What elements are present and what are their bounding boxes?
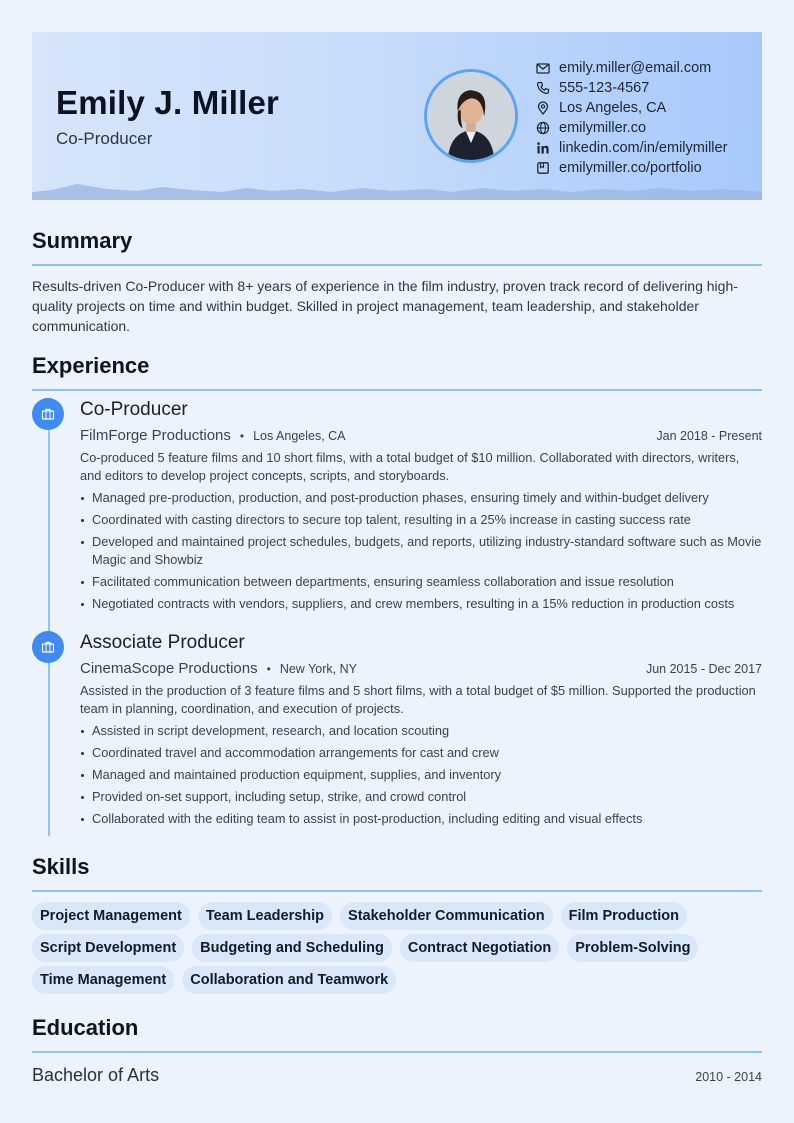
job-location: New York, NY (279, 662, 357, 676)
contact-portfolio-text: emilymiller.co/portfolio (559, 160, 702, 176)
job-location: Los Angeles, CA (253, 429, 346, 443)
list-item: Managed and maintained production equipment, supplies, and inventory (80, 766, 762, 784)
education-heading: Education (32, 1015, 139, 1040)
contact-linkedin-text: linkedin.com/in/emilymiller (559, 140, 728, 156)
avatar (424, 69, 518, 163)
skill-chip: Script Development (32, 934, 184, 962)
skill-chip: Project Management (32, 902, 190, 930)
skill-chip: Time Management (32, 966, 174, 994)
contact-email[interactable] (535, 58, 727, 78)
section-divider (32, 890, 762, 892)
mail-icon (535, 60, 551, 76)
skill-chip: Budgeting and Scheduling (192, 934, 392, 962)
skills-heading: Skills (32, 854, 90, 879)
degree-name: Bachelor of Arts (32, 1065, 160, 1085)
list-item: Developed and maintained project schedules, budgets, and reports, utilizing industry-standard software such as Movie Magic and Showbiz (80, 533, 762, 569)
contact-portfolio[interactable] (535, 158, 727, 178)
location-pin-icon (535, 100, 551, 116)
contact-phone-text: 555-123-4567 (559, 80, 650, 96)
job-description: Co-produced 5 feature films and 10 short films, with a total budget of $10 million. Collaborated with directors, writers, and editors to develop project concepts, scripts, and storyboards. (80, 450, 740, 483)
list-item: Negotiated contracts with vendors, suppliers, and crew members, resulting in a 15% reduction in production costs (80, 595, 762, 613)
contact-list (535, 58, 727, 178)
summary-text: Results-driven Co-Producer with 8+ years of experience in the film industry, proven track record of delivering high-quality projects on time and within budget. Skilled in project management, team leadership, and stakeholder communication. (32, 278, 738, 334)
company-name: CinemaScope Productions (80, 660, 258, 677)
experience-section (32, 353, 762, 826)
job-dates: Jan 2018 - Present (656, 429, 762, 443)
list-item: Facilitated communication between departments, ensuring seamless collaboration and issue resolution (80, 573, 762, 591)
resume-page (32, 32, 762, 1085)
linkedin-icon (535, 140, 551, 156)
globe-icon (535, 120, 551, 136)
experience-heading: Experience (32, 353, 150, 378)
education-entry (32, 1065, 762, 1086)
job-meta (80, 424, 762, 448)
job-dates: Jun 2015 - Dec 2017 (645, 662, 762, 676)
profile-photo-icon (427, 72, 515, 160)
education-dates: 2010 - 2014 (695, 1070, 762, 1084)
mountains-decoration (32, 180, 762, 200)
experience-timeline (32, 398, 762, 838)
skill-chip: Problem-Solving (567, 934, 698, 962)
separator-dot: • (239, 429, 245, 443)
contact-phone[interactable] (535, 78, 727, 98)
company-name: FilmForge Productions (80, 427, 231, 444)
contact-linkedin[interactable] (535, 138, 727, 158)
skills-section (32, 854, 762, 998)
portfolio-icon (535, 160, 551, 176)
job-description: Assisted in the production of 3 feature films and 5 short films, with a total budget of $5 million. Supported the production team in planning, coordination, and execution of projects. (80, 683, 756, 716)
summary-section (32, 228, 762, 336)
list-item: Provided on-set support, including setup, strike, and crowd control (80, 788, 762, 806)
list-item: Collaborated with the editing team to assist in post-production, including editing and visual effects (80, 810, 762, 828)
skill-chip: Collaboration and Teamwork (182, 966, 396, 994)
phone-icon (535, 80, 551, 96)
briefcase-icon (32, 631, 64, 663)
education-section (32, 1015, 762, 1086)
list-item: Managed pre-production, production, and post-production phases, ensuring timely and within-budget delivery (80, 489, 762, 507)
list-item: Coordinated travel and accommodation arrangements for cast and crew (80, 744, 762, 762)
section-divider (32, 264, 762, 266)
job-bullets (80, 722, 762, 828)
contact-website[interactable] (535, 118, 727, 138)
contact-location-text: Los Angeles, CA (559, 100, 667, 116)
separator-dot: • (266, 662, 271, 676)
contact-email-text: emily.miller@email.com (559, 60, 712, 76)
skills-list (32, 902, 732, 998)
candidate-role: Co-Producer (56, 129, 153, 148)
skill-chip: Contract Negotiation (400, 934, 559, 962)
skill-chip: Stakeholder Communication (340, 902, 553, 930)
resume-header (32, 32, 762, 200)
section-divider (32, 389, 762, 391)
briefcase-icon (32, 398, 64, 430)
job-title: Associate Producer (80, 632, 245, 653)
job-body (80, 631, 762, 832)
summary-heading: Summary (32, 228, 133, 253)
job-title: Co-Producer (80, 399, 188, 420)
skill-chip: Film Production (561, 902, 687, 930)
list-item: Coordinated with casting directors to secure top talent, resulting in a 25% increase in casting success rate (80, 511, 762, 529)
job-meta (80, 657, 762, 681)
skill-chip: Team Leadership (198, 902, 332, 930)
contact-location (535, 98, 727, 118)
job-bullets (80, 489, 762, 613)
job-body (80, 398, 762, 617)
candidate-name: Emily J. Miller (56, 84, 280, 121)
contact-website-text: emilymiller.co (559, 120, 647, 136)
section-divider (32, 1051, 762, 1053)
list-item: Assisted in script development, research, and location scouting (80, 722, 762, 740)
